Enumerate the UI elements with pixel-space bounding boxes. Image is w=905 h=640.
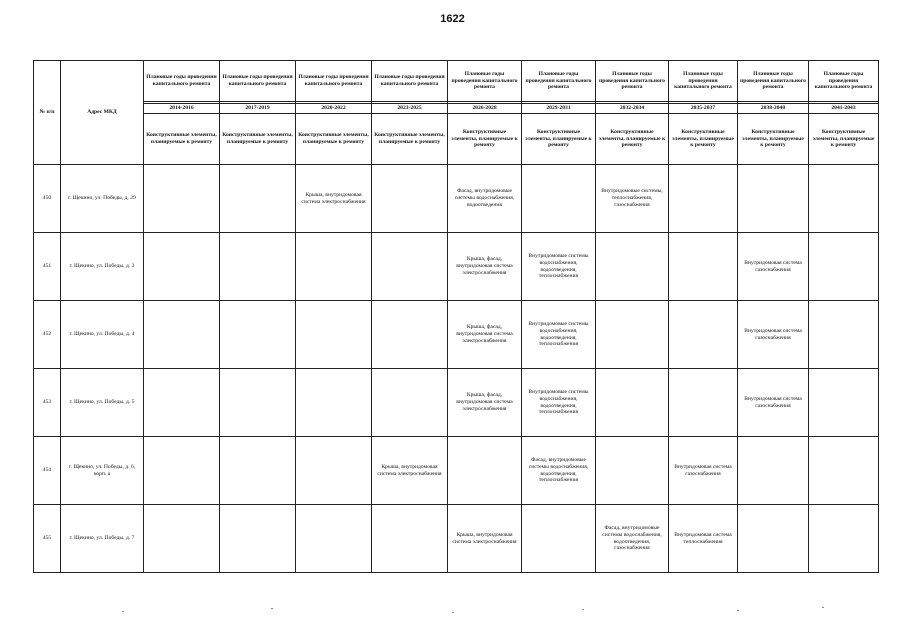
repair-cell bbox=[144, 505, 220, 573]
repair-cell bbox=[220, 369, 296, 437]
period-years-label: 2026-2028 bbox=[448, 103, 521, 112]
period-years bbox=[372, 102, 448, 114]
elements-header: Конструктивные элементы, планируемые к ремонту bbox=[738, 114, 809, 165]
period-years bbox=[522, 102, 596, 114]
scan-speck bbox=[452, 612, 454, 613]
repair-cell bbox=[144, 369, 220, 437]
repair-cell bbox=[809, 233, 879, 301]
period-years-label: 2017-2019 bbox=[220, 103, 295, 112]
scan-speck bbox=[122, 611, 124, 612]
repair-cell: Фасад, внутридомовые системы водоснабжения, водоотведения, газоснабжения bbox=[596, 505, 669, 573]
repair-cell bbox=[738, 505, 809, 573]
elements-header: Конструктивные элементы, планируемые к ремонту bbox=[372, 114, 448, 165]
repair-cell bbox=[448, 437, 522, 505]
row-number: 450 bbox=[34, 165, 61, 233]
repair-cell: Крыша, фасад, внутридомовая система электроснабжения bbox=[448, 233, 522, 301]
repair-cell bbox=[144, 233, 220, 301]
repair-cell: Внутридомовая система газоснабжения bbox=[738, 233, 809, 301]
scan-speck bbox=[271, 608, 273, 609]
repair-cell: Внутридомовая система газоснабжения bbox=[738, 301, 809, 369]
repair-cell bbox=[144, 165, 220, 233]
repair-cell: Крыша, внутридомовая система электроснабжения bbox=[296, 165, 372, 233]
period-years bbox=[809, 102, 879, 114]
row-address: г. Щекино, ул. Победы, д. 6, корп. а bbox=[61, 437, 144, 505]
period-header-title: Плановые годы проведения капитального ремонта bbox=[220, 61, 296, 102]
repair-cell: Крыша, внутридомовая система электроснабжения bbox=[372, 437, 448, 505]
table-row bbox=[34, 369, 879, 437]
scan-speck bbox=[737, 610, 739, 611]
scan-speck bbox=[582, 609, 584, 610]
repair-cell bbox=[296, 233, 372, 301]
row-address: г. Щекино, ул. Победы, д. 3 bbox=[61, 233, 144, 301]
period-years bbox=[144, 102, 220, 114]
row-address: г. Щекино, ул. Победы, д. 7 bbox=[61, 505, 144, 573]
repair-cell bbox=[296, 369, 372, 437]
row-number: 455 bbox=[34, 505, 61, 573]
period-header-title: Плановые годы проведения капитального ремонта bbox=[448, 61, 522, 102]
repair-cell bbox=[372, 505, 448, 573]
period-years-label: 2020-2022 bbox=[296, 103, 371, 112]
row-address: г. Щекино, ул. Победы, д. 29 bbox=[61, 165, 144, 233]
repair-cell bbox=[669, 233, 738, 301]
repair-cell: Внутридомовая система теплоснабжения bbox=[669, 505, 738, 573]
row-number: 452 bbox=[34, 301, 61, 369]
repair-cell bbox=[220, 437, 296, 505]
repair-cell bbox=[596, 369, 669, 437]
period-header-title: Плановые годы проведения капитального ремонта bbox=[372, 61, 448, 102]
table-row bbox=[34, 301, 879, 369]
row-address: г. Щекино, ул. Победы, д. 4 bbox=[61, 301, 144, 369]
repair-cell bbox=[296, 437, 372, 505]
repair-cell: Фасад, внутридомовые системы водоснабжения, водоотведения bbox=[448, 165, 522, 233]
address-column-header: Адрес МКД bbox=[61, 61, 144, 165]
row-number: 453 bbox=[34, 369, 61, 437]
repair-cell bbox=[372, 165, 448, 233]
period-years-label: 2014-2016 bbox=[144, 103, 219, 112]
page-number: 1622 bbox=[440, 13, 465, 25]
repair-cell bbox=[738, 165, 809, 233]
repair-cell bbox=[669, 369, 738, 437]
repair-cell bbox=[809, 369, 879, 437]
repair-cell bbox=[669, 165, 738, 233]
elements-header: Конструктивные элементы, планируемые к ремонту bbox=[448, 114, 522, 165]
period-years-label: 2032-2034 bbox=[596, 103, 668, 112]
repair-cell bbox=[372, 233, 448, 301]
repair-cell bbox=[220, 505, 296, 573]
repair-cell bbox=[596, 437, 669, 505]
period-header-title: Плановые годы проведения капитального ремонта bbox=[522, 61, 596, 102]
repair-cell bbox=[596, 233, 669, 301]
period-years bbox=[596, 102, 669, 114]
repair-cell: Внутридомовая система газоснабжения bbox=[738, 369, 809, 437]
repair-cell: Внутридомовые системы водоснабжения, водоотведения, теплоснабжения bbox=[522, 233, 596, 301]
repair-cell: Крыша, фасад, внутридомовая система электроснабжения bbox=[448, 301, 522, 369]
repair-cell bbox=[738, 437, 809, 505]
num-column-header: № п/п bbox=[34, 61, 61, 165]
elements-header: Конструктивные элементы, планируемые к ремонту bbox=[809, 114, 879, 165]
repair-cell bbox=[669, 301, 738, 369]
repair-cell bbox=[809, 505, 879, 573]
period-years bbox=[220, 102, 296, 114]
period-header-title: Плановые годы проведения капитального ремонта bbox=[738, 61, 809, 102]
repair-cell bbox=[220, 165, 296, 233]
repair-cell: Фасад, внутридомовые системы водоснабжения, водоотведения, теплоснабжения bbox=[522, 437, 596, 505]
table-row bbox=[34, 505, 879, 573]
period-years-label: 2023-2025 bbox=[372, 103, 447, 112]
repair-cell bbox=[296, 505, 372, 573]
period-years bbox=[738, 102, 809, 114]
table-row bbox=[34, 165, 879, 233]
elements-header: Конструктивные элементы, планируемые к ремонту bbox=[669, 114, 738, 165]
repair-cell bbox=[372, 369, 448, 437]
row-address: г. Щекино, ул. Победы, д. 5 bbox=[61, 369, 144, 437]
row-number: 454 bbox=[34, 437, 61, 505]
period-years-label: 2029-2031 bbox=[522, 103, 595, 112]
elements-header: Конструктивные элементы, планируемые к ремонту bbox=[296, 114, 372, 165]
period-years bbox=[448, 102, 522, 114]
period-header-title: Плановые годы проведения капитального ремонта bbox=[809, 61, 879, 102]
table-row bbox=[34, 233, 879, 301]
period-years bbox=[669, 102, 738, 114]
repair-cell: Внутридомовые системы, теплоснабжения, газоснабжения bbox=[596, 165, 669, 233]
period-years-label: 2041-2043 bbox=[809, 103, 878, 112]
repair-cell bbox=[220, 301, 296, 369]
elements-header: Конструктивные элементы, планируемые к ремонту bbox=[144, 114, 220, 165]
period-header-title: Плановые годы проведения капитального ремонта bbox=[596, 61, 669, 102]
repair-cell bbox=[144, 301, 220, 369]
period-header-title: Плановые годы проведения капитального ремонта bbox=[296, 61, 372, 102]
period-header-title: Плановые годы проведения капитального ремонта bbox=[669, 61, 738, 102]
capital-repair-table bbox=[33, 60, 879, 573]
scan-speck bbox=[822, 607, 824, 608]
repair-cell: Внутридомовые системы водоснабжения, водоотведения, теплоснабжения bbox=[522, 301, 596, 369]
repair-cell bbox=[809, 165, 879, 233]
elements-header: Конструктивные элементы, планируемые к ремонту bbox=[522, 114, 596, 165]
period-header-title: Плановые годы проведении капитального ремонта bbox=[144, 61, 220, 102]
repair-cell bbox=[220, 233, 296, 301]
repair-cell bbox=[144, 437, 220, 505]
table-header bbox=[34, 61, 879, 165]
period-years-label: 2038-2040 bbox=[738, 103, 808, 112]
repair-cell: Внутридомовая система газоснабжения bbox=[669, 437, 738, 505]
elements-header: Конструктивные элементы, планируемые к ремонту bbox=[220, 114, 296, 165]
table-row bbox=[34, 437, 879, 505]
row-number: 451 bbox=[34, 233, 61, 301]
repair-cell bbox=[809, 301, 879, 369]
period-years bbox=[296, 102, 372, 114]
repair-cell bbox=[522, 505, 596, 573]
repair-cell: Крыша, внутридомовая система электроснабжения bbox=[448, 505, 522, 573]
table-body bbox=[34, 165, 879, 573]
repair-cell bbox=[372, 301, 448, 369]
period-years-label: 2035-2037 bbox=[669, 103, 737, 112]
repair-cell: Крыша, фасад, внутридомовая система электроснабжения bbox=[448, 369, 522, 437]
elements-header: Конструктивные элементы, планируемые к ремонту bbox=[596, 114, 669, 165]
repair-cell bbox=[296, 301, 372, 369]
repair-cell bbox=[809, 437, 879, 505]
repair-cell bbox=[596, 301, 669, 369]
repair-cell bbox=[522, 165, 596, 233]
repair-cell: Внутридомовые системы водоснабжения, водоотведения, теплоснабжения bbox=[522, 369, 596, 437]
